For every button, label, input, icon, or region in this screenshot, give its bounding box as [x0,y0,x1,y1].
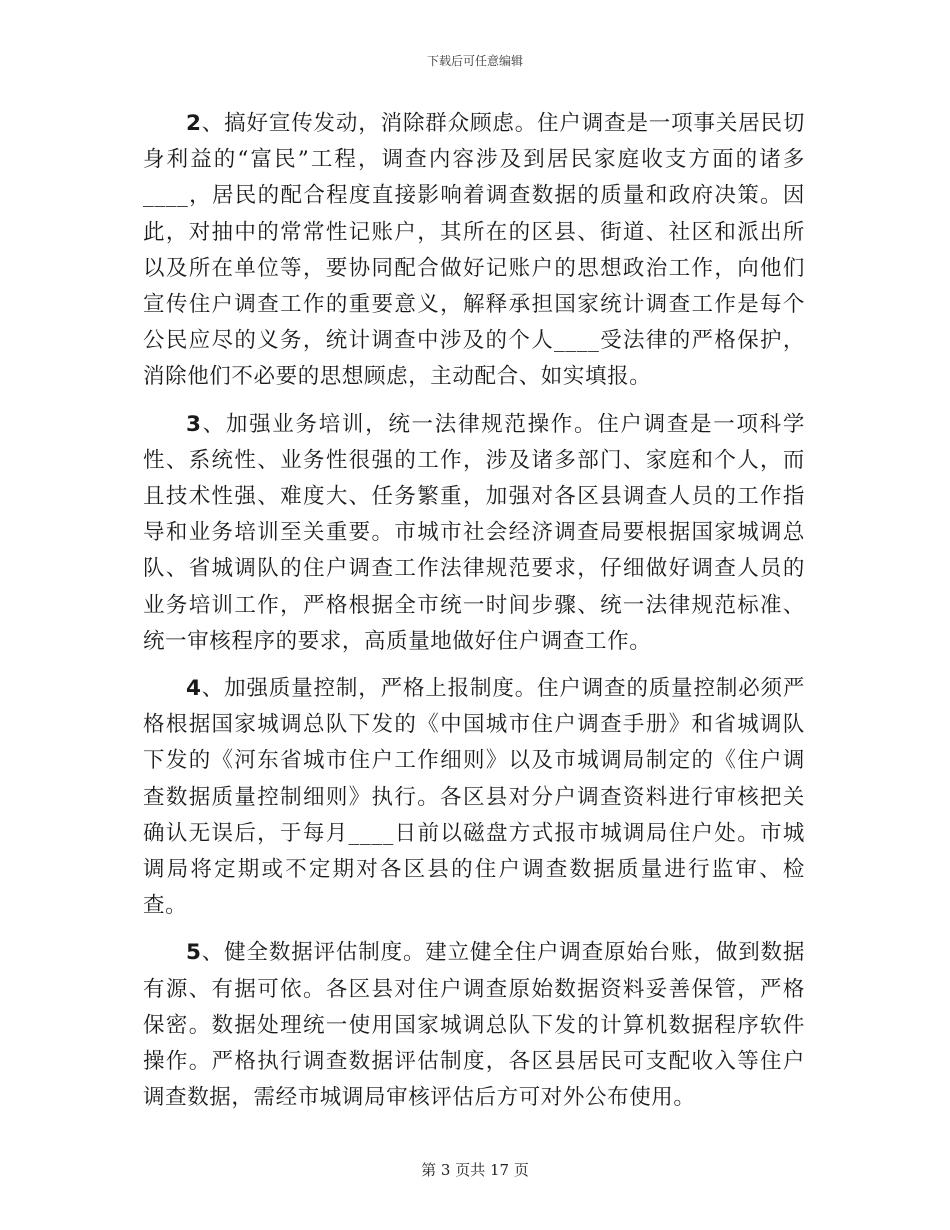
paragraph-text: 、健全数据评估制度。建立健全住户调查原始台账，做到数据有源、有据可依。各区县对住户调查原始数据资料妥善保管，严格保密。数据处理统一使用国家城调总队下发的计算机数据程序软件操作。严格执行调查数据评估制度，各区县居民可支配收入等住户调查数据，需经市城调局审核评估后方可对外公布使用。 [143,940,805,1111]
page-footer: 第 3 页共 17 页 [421,1161,529,1179]
paragraph-text: 、加强质量控制，严格上报制度。住户调查的质量控制必须严格根据国家城调总队下发的《中国城市住户调查手册》和省城调队下发的《河东省城市住户工作细则》以及市城调局制定的《住户调查数据质量控制细则》执行。各区县对分户调查资料进行审核把关确认无误后，于每月____日前以磁盘方式报市城调局住户处。市城调局将定期或不定期对各区县的住户调查数据质量进行监审、检查。 [143,676,805,919]
paragraph-3 [143,407,805,660]
page-header: 下载后可任意编辑 [426,54,523,68]
paragraph-number: 3 [186,411,202,437]
paragraph-2 [143,106,805,396]
paragraph-5 [143,935,805,1116]
paragraph-4 [143,671,805,924]
paragraph-text: 、加强业务培训，统一法律规范操作。住户调查是一项科学性、系统性、业务性很强的工作，涉及诸多部门、家庭和个人，而且技术性强、难度大、任务繁重，加强对各区县调查人员的工作指导和业务培训至关重要。市城市社会经济调查局要根据国家城调总队、省城调队的住户调查工作法律规范要求，仔细做好调查人员的业务培训工作，严格根据全市统一时间步骤、统一法律规范标准、统一审核程序的要求，高质量地做好住户调查工作。 [143,411,805,654]
paragraph-number: 2 [186,111,202,136]
paragraph-number: 5 [186,940,202,966]
document-body [143,106,805,1116]
paragraph-text: 、搞好宣传发动，消除群众顾虑。住户调查是一项事关居民切身利益的“富民”工程，调查内容涉及到居民家庭收支方面的诸多____，居民的配合程度直接影响着调查数据的质量和政府决策。因此，对抽中的常常性记账户，其所在的区县、街道、社区和派出所以及所在单位等，要协同配合做好记账户的思想政治工作，向他们宣传住户调查工作的重要意义，解释承担国家统计调查工作是每个公民应尽的义务，统计调查中涉及的个人____受法律的严格保护，消除他们不必要的思想顾虑，主动配合、如实填报。 [143,111,805,390]
paragraph-number: 4 [186,676,202,702]
